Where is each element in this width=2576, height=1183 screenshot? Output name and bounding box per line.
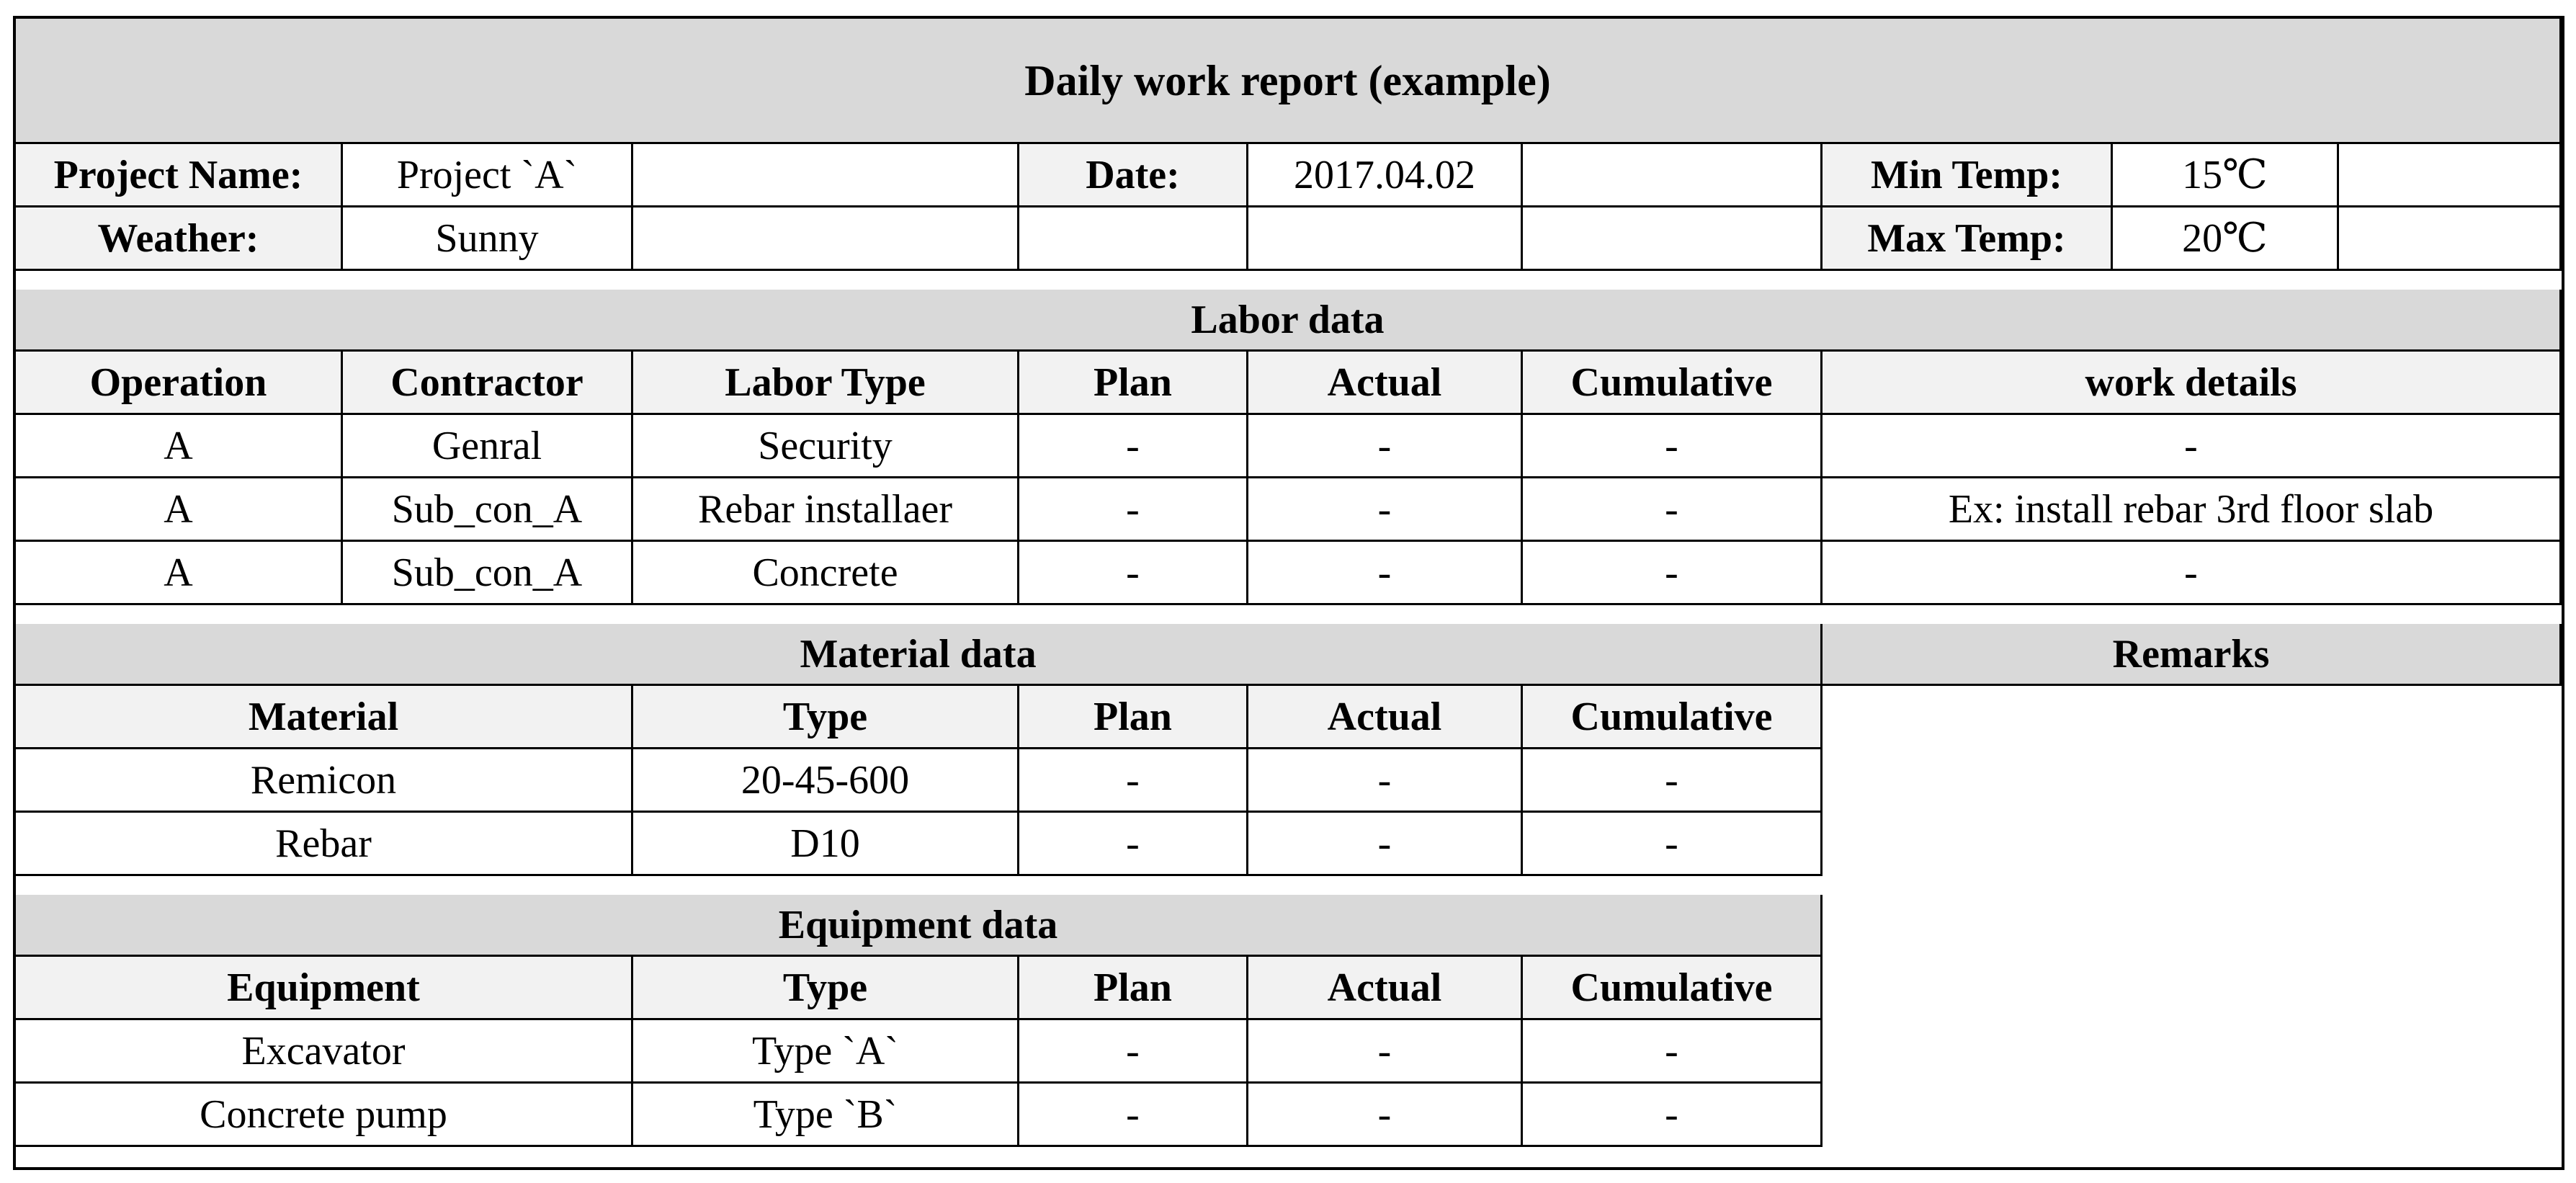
- labor-table-cell: Sub_con_A: [343, 478, 633, 542]
- remarks-title: Remarks: [1823, 624, 2562, 686]
- labor-column-header: Cumulative: [1523, 352, 1823, 415]
- equipment-section-title: Equipment data: [16, 895, 1823, 957]
- labor-column-header: Contractor: [343, 352, 633, 415]
- empty-cell: [633, 207, 1019, 271]
- max-temp-value: 20℃: [2113, 207, 2339, 271]
- labor-table-cell: A: [16, 478, 343, 542]
- min-temp-value: 15℃: [2113, 144, 2339, 207]
- material-table-cell: -: [1248, 813, 1523, 876]
- material-table-cell: -: [1523, 749, 1823, 813]
- labor-table-cell: -: [1248, 415, 1523, 478]
- material-table-cell: -: [1248, 749, 1523, 813]
- labor-column-header: Labor Type: [633, 352, 1019, 415]
- labor-table-cell: -: [1523, 542, 1823, 605]
- material-table-cell: D10: [633, 813, 1019, 876]
- material-table-cell: 20-45-600: [633, 749, 1019, 813]
- equipment-table-cell: -: [1019, 1020, 1248, 1084]
- empty-cell: [1248, 207, 1523, 271]
- material-column-header: Type: [633, 686, 1019, 749]
- labor-table-cell: Security: [633, 415, 1019, 478]
- empty-cell: [1019, 207, 1248, 271]
- max-temp-label: Max Temp:: [1823, 207, 2113, 271]
- equipment-column-header: Cumulative: [1523, 957, 1823, 1020]
- material-table-cell: Remicon: [16, 749, 633, 813]
- labor-table-cell: Ex: install rebar 3rd floor slab: [1823, 478, 2562, 542]
- equipment-table-cell: -: [1523, 1084, 1823, 1147]
- equipment-table-cell: -: [1019, 1084, 1248, 1147]
- labor-table-cell: -: [1523, 415, 1823, 478]
- material-column-header: Cumulative: [1523, 686, 1823, 749]
- labor-table-cell: A: [16, 415, 343, 478]
- labor-table-cell: -: [1823, 415, 2562, 478]
- labor-column-header: Actual: [1248, 352, 1523, 415]
- equipment-table-cell: -: [1248, 1020, 1523, 1084]
- labor-table-cell: Concrete: [633, 542, 1019, 605]
- equipment-column-header: Actual: [1248, 957, 1523, 1020]
- material-column-header: Material: [16, 686, 633, 749]
- labor-table-cell: -: [1523, 478, 1823, 542]
- date-label: Date:: [1019, 144, 1248, 207]
- material-table-cell: -: [1523, 813, 1823, 876]
- equipment-column-header: Plan: [1019, 957, 1248, 1020]
- report-title: Daily work report (example): [16, 19, 2562, 144]
- equipment-column-header: Type: [633, 957, 1019, 1020]
- equipment-table-cell: -: [1523, 1020, 1823, 1084]
- project-name-value: Project `A`: [343, 144, 633, 207]
- labor-table-cell: Rebar installaer: [633, 478, 1019, 542]
- labor-table-cell: Genral: [343, 415, 633, 478]
- material-table-cell: Rebar: [16, 813, 633, 876]
- empty-cell: [2339, 207, 2562, 271]
- weather-value: Sunny: [343, 207, 633, 271]
- equipment-table-cell: -: [1248, 1084, 1523, 1147]
- project-name-label: Project Name:: [16, 144, 343, 207]
- empty-cell: [1523, 207, 1823, 271]
- labor-table-cell: -: [1019, 415, 1248, 478]
- min-temp-label: Min Temp:: [1823, 144, 2113, 207]
- weather-label: Weather:: [16, 207, 343, 271]
- material-table-cell: -: [1019, 749, 1248, 813]
- equipment-table-cell: Type `B`: [633, 1084, 1019, 1147]
- equipment-table-cell: Excavator: [16, 1020, 633, 1084]
- labor-table-cell: -: [1019, 478, 1248, 542]
- empty-cell: [1523, 144, 1823, 207]
- material-column-header: Actual: [1248, 686, 1523, 749]
- labor-table-cell: -: [1019, 542, 1248, 605]
- labor-table-cell: -: [1248, 478, 1523, 542]
- material-table-cell: -: [1019, 813, 1248, 876]
- labor-column-header: Plan: [1019, 352, 1248, 415]
- material-section-title: Material data: [16, 624, 1823, 686]
- date-value: 2017.04.02: [1248, 144, 1523, 207]
- labor-table-cell: A: [16, 542, 343, 605]
- equipment-table-cell: Type `A`: [633, 1020, 1019, 1084]
- material-column-header: Plan: [1019, 686, 1248, 749]
- equipment-table-cell: Concrete pump: [16, 1084, 633, 1147]
- section-divider: [16, 271, 2562, 292]
- labor-section-title: Labor data: [16, 290, 2562, 352]
- empty-cell: [2339, 144, 2562, 207]
- section-divider: [16, 876, 1823, 897]
- empty-cell: [633, 144, 1019, 207]
- labor-column-header: Operation: [16, 352, 343, 415]
- labor-table-cell: Sub_con_A: [343, 542, 633, 605]
- labor-table-cell: -: [1823, 542, 2562, 605]
- remarks-area: [1823, 686, 2562, 1167]
- labor-column-header: work details: [1823, 352, 2562, 415]
- labor-table-cell: -: [1248, 542, 1523, 605]
- section-divider: [16, 605, 2562, 626]
- daily-work-report: [13, 16, 2564, 1170]
- equipment-column-header: Equipment: [16, 957, 633, 1020]
